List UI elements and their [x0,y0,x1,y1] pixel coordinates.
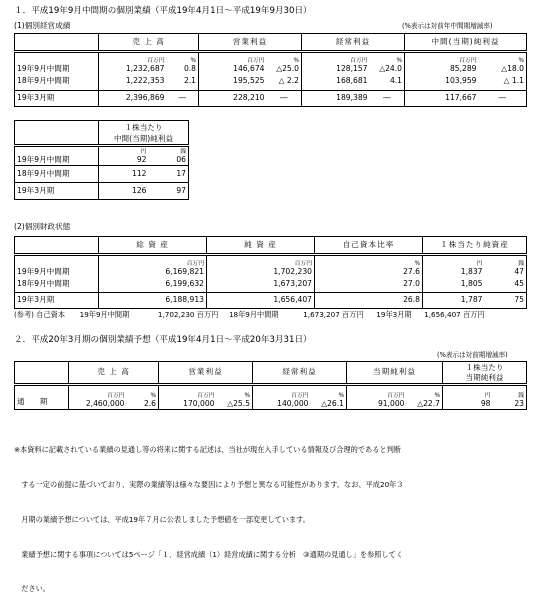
sales-value: 1,222,353 [99,74,167,91]
net-pct: ― [479,91,527,107]
unit-million-yen: 百万円 [147,57,165,64]
unit-million-yen: 百万円 [294,260,312,267]
net-assets: 1,673,207 [207,277,315,293]
op-value [199,52,267,74]
header-net-income: 中間(当期)純利益 [405,34,527,52]
sales-pct-text: 0.8 [183,63,197,73]
heading-forecast: ２．平成20年3月期の個別業績予想（平成19年4月1日～平成20年3月31日） [14,335,312,345]
reference-unit: 百万円 [463,310,485,319]
footnote-line: ださい。 [14,584,50,594]
reference-label: (参考) 自己資本 [14,310,66,319]
ord-value [302,52,370,74]
reference-value: 1,656,407 [424,310,461,319]
header-ordinary-income: 経常利益 [253,362,347,385]
header-blank [15,121,99,146]
financial-position-table [14,236,527,309]
header-operating-income: 営業利益 [159,362,253,385]
unit-pct: % [434,393,441,400]
op-value: 228,210 [199,91,267,107]
ord-pct: 4.1 [370,74,405,91]
unit-million-yen: 百万円 [459,57,477,64]
unit-million-yen: 百万円 [186,260,204,267]
unit-million-yen: 百万円 [197,393,215,400]
ord-value-text: 128,157 [336,63,368,73]
equity-ratio: 26.8 [315,293,423,309]
unit-pct: % [518,57,525,64]
header-eps [443,362,527,385]
unit-sen: 銭 [180,149,186,156]
reference-value: 1,702,230 [157,310,195,319]
bps-yen: 1,805 [423,277,485,293]
ord-pct [311,385,347,410]
unit-sen: 銭 [518,393,525,400]
ord-pct-text: △24.0 [379,63,403,73]
sales-value: 2,396,869 [99,91,167,107]
unit-pct: % [190,57,197,64]
unit-million-yen: 百万円 [107,393,125,400]
table-row-label: 19年3月期 [15,91,99,107]
reference-equity-line [14,311,485,319]
table-row-label: 通 期 [15,385,69,410]
op-pct-text: △25.0 [276,63,300,73]
footnote-line: する一定の前提に基づいており、実際の業績等は様々な要因により予想と異なる可能性があります。なお、平成20年３ [14,479,404,489]
eps-sen [149,146,189,166]
table-row-label: 19年9月中間期 [15,255,99,277]
unit-yen: 円 [484,393,491,400]
net-pct: △ 1.1 [479,74,527,91]
equity-ratio [315,255,423,277]
ord-value [253,385,311,410]
op-pct: △ 2.2 [267,74,302,91]
footnote-line: 業績予想に関する事項については5ページ「１．経営成績（1）経営成績に関する分析 ③通期の見通し」を参照してく [14,549,404,559]
unit-yen: 円 [140,149,147,156]
ord-value: 189,389 [302,91,370,107]
table-row-label: 18年9月中間期 [15,74,99,91]
ord-value: 168,681 [302,74,370,91]
reference-period: 19年3月期 [376,310,412,319]
footnote-line: 月期の業績予想については、平成19年７月に公表しました予想値を一部変更しています。 [14,514,310,524]
table-row-label: 18年9月中間期 [15,277,99,293]
op-value: 195,525 [199,74,267,91]
unit-million-yen: 百万円 [387,393,405,400]
ord-pct-text: △26.1 [321,399,345,409]
table-row-label: 19年9月中間期 [15,52,99,74]
eps-sen: 97 [149,183,189,200]
net-value: 117,667 [405,91,479,107]
header-sales: 売 上 高 [99,34,199,52]
header-net-income: 当期純利益 [347,362,443,385]
bps-sen: 75 [485,293,527,309]
op-value [159,385,217,410]
eps-sen-text: 23 [514,399,525,409]
section-note-pct-yoy-forecast: (%表示は対前期増減率) [437,351,508,359]
reference-unit: 百万円 [196,310,219,319]
header-eps [99,121,189,146]
net-value: 103,959 [405,74,479,91]
unit-pct: % [150,393,157,400]
table-row-label: 19年3月期 [15,293,99,309]
eps-sen: 17 [149,166,189,183]
op-pct: ― [267,91,302,107]
total-assets: 6,188,913 [99,293,207,309]
header-blank [15,34,99,52]
equity-ratio-text: 27.6 [403,266,420,276]
header-eps-line1: １株当たり [465,362,504,372]
sales-pct [167,52,199,74]
ord-pct [370,52,405,74]
unit-million-yen: 百万円 [247,57,265,64]
header-ordinary-income: 経常利益 [302,34,405,52]
table-row-label: 19年3月期 [15,183,99,200]
sales-value-text: 2,460,000 [85,399,125,409]
net-pct [479,52,527,74]
table-row-label: 19年9月中間期 [15,146,99,166]
eps-sen [493,385,527,410]
net-pct-text: △18.0 [501,63,525,73]
eps-yen [99,146,149,166]
op-value-text: 170,000 [183,399,215,409]
unit-million-yen: 百万円 [350,57,368,64]
op-pct [217,385,253,410]
footnote-line: ※本資料に記載されている業績の見通し等の将来に関する記述は、当社が現在入手している情報及び合理的であると判断 [14,445,401,455]
net-pct-text: △22.7 [417,399,441,409]
reference-period: 19年9月中間期 [79,310,130,319]
unit-pct: % [244,393,251,400]
table-row-label: 18年9月中間期 [15,166,99,183]
operating-results-table [14,33,527,107]
unit-sen: 銭 [518,260,524,267]
header-eps-line2: 中間(当期)純利益 [113,133,174,143]
total-assets-text: 6,169,821 [165,266,204,276]
header-sales: 売 上 高 [69,362,159,385]
ord-pct: ― [370,91,405,107]
sales-value [69,385,127,410]
heading-interim-results: １．平成19年9月中間期の個別業績（平成19年4月1日～平成19年9月30日） [14,6,312,16]
total-assets: 6,199,632 [99,277,207,293]
unit-pct: % [338,393,345,400]
net-value-text: 91,000 [377,399,405,409]
eps-yen-text: 92 [136,155,147,165]
header-eps-line2: 当期純利益 [465,372,504,382]
header-operating-income: 営業利益 [199,34,302,52]
net-value [405,52,479,74]
reference-period: 18年9月中間期 [228,310,279,319]
eps-yen: 112 [99,166,149,183]
net-value [347,385,407,410]
bps-sen: 45 [485,277,527,293]
sales-pct: ― [167,91,199,107]
header-blank [15,362,69,385]
net-assets: 1,656,407 [207,293,315,309]
section-title-financial-position: (2)個別財政状態 [14,222,71,231]
header-equity-ratio: 自己資本比率 [315,237,423,255]
unit-million-yen: 百万円 [291,393,309,400]
footnote [14,421,404,607]
reference-value: 1,673,207 [303,310,340,319]
sales-value [99,52,167,74]
section-note-pct-yoy: (%表示は対前年中間期増減率) [402,22,493,30]
header-bps: １株当たり純資産 [423,237,527,255]
bps-yen [423,255,485,277]
bps-sen-text: 47 [514,266,524,276]
net-pct [407,385,443,410]
header-eps-line1: １株当たり [124,122,163,132]
ord-value-text: 140,000 [277,399,309,409]
eps-yen-text: 98 [480,399,491,409]
sales-pct: 2.1 [167,74,199,91]
eps-sen-text: 06 [176,155,186,165]
net-assets-text: 1,702,230 [273,266,312,276]
op-pct [267,52,302,74]
eps-yen [443,385,493,410]
op-value-text: 146,674 [233,63,265,73]
bps-yen: 1,787 [423,293,485,309]
header-total-assets: 総 資 産 [99,237,207,255]
sales-pct [127,385,159,410]
bps-sen [485,255,527,277]
equity-ratio: 27.0 [315,277,423,293]
eps-table [14,120,189,200]
unit-pct: % [396,57,403,64]
op-pct-text: △25.5 [227,399,251,409]
forecast-table [14,361,527,410]
reference-unit: 百万円 [342,310,364,319]
unit-yen: 円 [476,260,483,267]
unit-pct: % [293,57,300,64]
section-title-operating-results: (1)個別経営成績 [14,21,71,30]
net-assets [207,255,315,277]
eps-yen: 126 [99,183,149,200]
bps-yen-text: 1,837 [460,266,483,276]
net-value-text: 85,289 [449,63,477,73]
sales-value-text: 1,232,687 [125,63,165,73]
header-blank [15,237,99,255]
unit-pct: % [414,260,420,267]
sales-pct-text: 2.6 [143,399,157,409]
header-net-assets: 純 資 産 [207,237,315,255]
total-assets [99,255,207,277]
